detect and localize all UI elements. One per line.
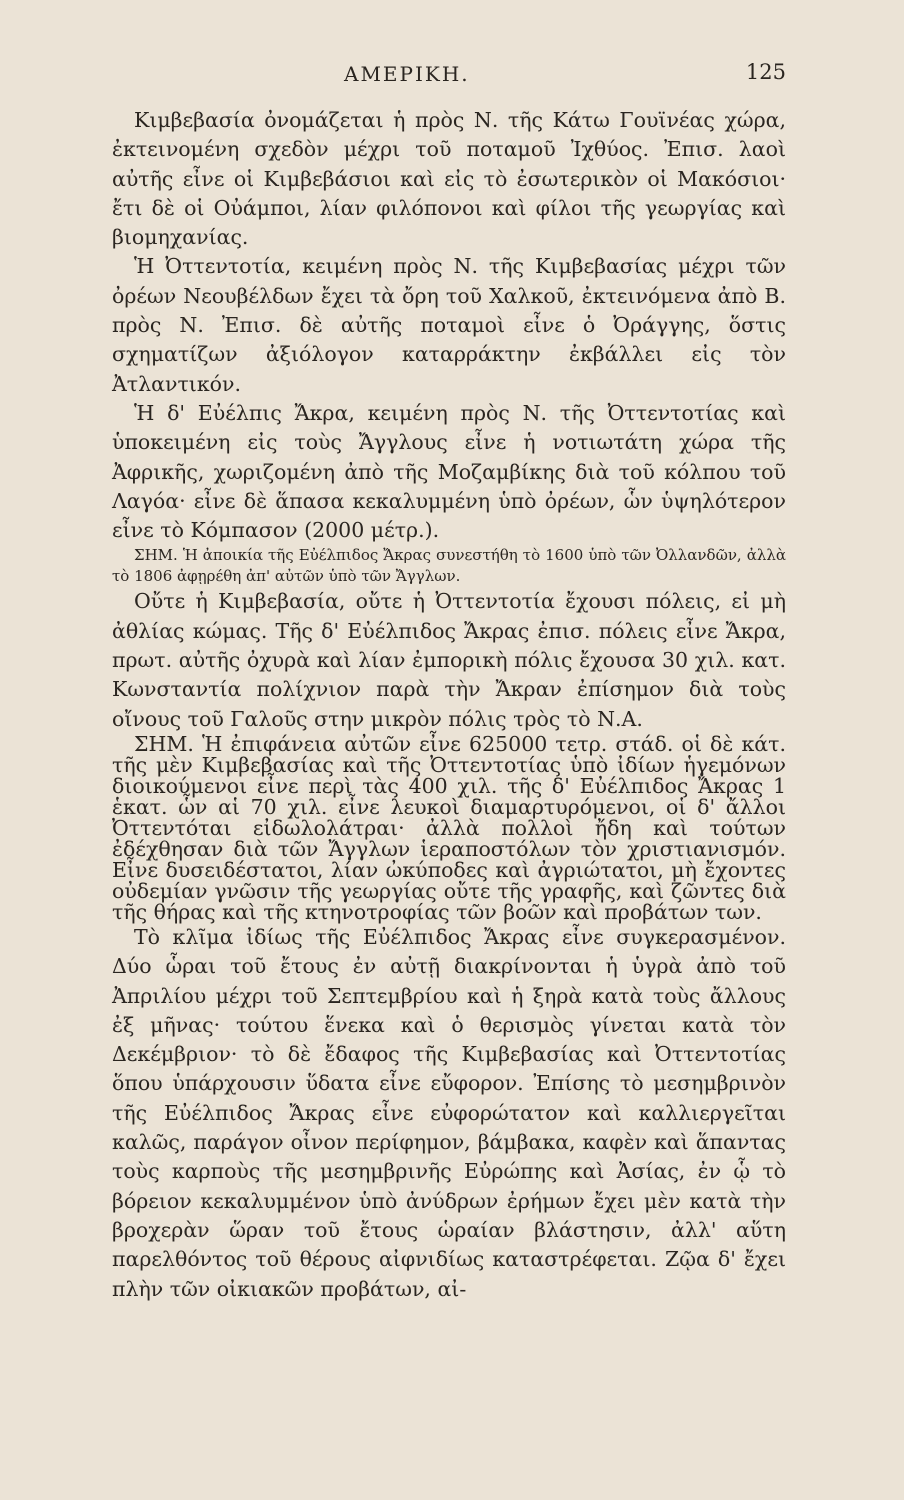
paragraph-climate: Τὸ κλῖμα ἰδίως τῆς Εὐέλπιδος Ἄκρας εἶνε συγκερασμένον. Δύο ὧραι τοῦ ἔτους ἐν αὐτῇ διακρίνονται ἡ ὑγρὰ ἀπὸ τοῦ Ἀπριλίου μέχρι τοῦ Σεπτεμβρίου καὶ ἡ ξηρὰ κατὰ τοὺς ἄλλους ἐξ μῆνας· τούτου ἕνεκα καὶ ὁ θερισμὸς γίνεται κατὰ τὸν Δεκέμβριον· τὸ δὲ ἔδαφος τῆς Κιμβεβασίας καὶ Ὀττεντοτίας ὅπου ὑπάρχουσιν ὕδατα εἶνε εὔφορον. Ἐπίσης τὸ μεσημβρινὸν τῆς Εὐέλπιδος Ἄκρας εἶνε εὐφορώτατον καὶ καλλιεργεῖται καλῶς, παράγον οἶνον περίφημον, βάμβακα, καφὲν καὶ ἅπαντας τοὺς καρποὺς τῆς μεσημβρινῆς Εὐρώπης καὶ Ἀσίας, ἐν ᾧ τὸ βόρειον κεκαλυμμένον ὑπὸ ἀνύδρων ἐρήμων ἔχει μὲν κατὰ τὴν βροχερὰν ὥραν τοῦ ἔτους ὡραίαν βλάστησιν, ἀλλ' αὕτη παρελθόντος τοῦ θέρους αἰφνιδίως καταστρέφεται. Ζῷα δ' ἔχει πλὴν τῶν οἰκιακῶν προβάτων, αἰ- [112, 924, 786, 1301]
note-colony-history: ΣΗΜ. Ἡ ἀποικία τῆς Εὐέλπιδος Ἄκρας συνεστήθη τὸ 1600 ὑπὸ τῶν Ὀλλανδῶν, ἀλλὰ τὸ 1806 ἀφῃρέθη ἀπ' αὐτῶν ὑπὸ τῶν Ἄγγλων. [112, 546, 786, 586]
page-header [112, 62, 786, 106]
page-number: 125 [745, 60, 786, 84]
paragraph-ottentotia: Ἡ Ὀττεντοτία, κειμένη πρὸς Ν. τῆς Κιμβεβασίας μέχρι τῶν ὀρέων Νεουβέλδων ἔχει τὰ ὄρη τοῦ Χαλκοῦ, ἐκτεινόμενα ἀπὸ Β. πρὸς Ν. Ἐπισ. δὲ αὐτῆς ποταμοὶ εἶνε ὁ Ὀράγγης, ὅστις σχηματίζων ἀξιόλογον καταρράκτην ἐκβάλλει εἰς τὸν Ἀτλαντικόν. [112, 254, 786, 396]
running-head: ΑΜΕΡΙΚΗ. [344, 62, 470, 86]
paragraph-cape-of-good-hope: Ἡ δ' Εὐέλπις Ἄκρα, κειμένη πρὸς Ν. τῆς Ὀττεντοτίας καὶ ὑποκειμένη εἰς τοὺς Ἄγγλους εἶνε ἡ νοτιωτάτη χώρα τῆς Ἀφρικῆς, χωριζομένη ἀπὸ τῆς Μοζαμβίκης διὰ τοῦ κόλπου τοῦ Λαγόα· εἶνε δὲ ἅπασα κεκαλυμμένη ὑπὸ ὀρέων, ὧν ὑψηλότερον εἶνε τὸ Κόμπασον (2000 μέτρ.). [112, 400, 786, 543]
body-text [112, 106, 786, 1304]
note-population: ΣΗΜ. Ἡ ἐπιφάνεια αὐτῶν εἶνε 625000 τετρ. στάδ. οἱ δὲ κάτ. τῆς μὲν Κιμβεβασίας καὶ τῆς Ὀττεντοτίας ὑπὸ ἰδίων ἡγεμόνων διοικούμενοι εἶνε περὶ τὰς 400 χιλ. τῆς δ' Εὐέλπιδος Ἄκρας 1 ἑκατ. ὧν αἱ 70 χιλ. εἶνε λευκοὶ διαμαρτυρόμενοι, οἱ δ' ἄλλοι Ὀττεντόται εἰδωλολάτραι· ἀλλὰ πολλοὶ ἤδη καὶ τούτων ἐδέχθησαν διὰ τῶν Ἄγγλων ἱεραποστόλων τὸν χριστιανισμόν. Εἶνε δυσειδέστατοι, λίαν ὠκύποδες καὶ ἀγριώτατοι, μὴ ἔχοντες οὐδεμίαν γνῶσιν τῆς γεωργίας οὔτε τῆς γραφῆς, καὶ ζῶντες διὰ τῆς θήρας καὶ τῆς κτηνοτροφίας τῶν βοῶν καὶ προβάτων των. [112, 731, 786, 924]
paragraph-cities: Οὔτε ἡ Κιμβεβασία, οὔτε ἡ Ὀττεντοτία ἔχουσι πόλεις, εἰ μὴ ἀθλίας κώμας. Τῆς δ' Εὐέλπιδος Ἄκρας ἐπισ. πόλεις εἶνε Ἄκρα, πρωτ. αὐτῆς ὀχυρὰ καὶ λίαν ἐμπορικὴ πόλις ἔχουσα 30 χιλ. κατ. Κωνσταντία πολίχνιον παρὰ τὴν Ἄκραν ἐπίσημον διὰ τοὺς οἴνους τοῦ Γαλοῦς στην μικρὸν πόλις τρὸς τὸ Ν.Α. [112, 589, 786, 731]
paragraph-kimbebasia: Κιμβεβασία ὀνομάζεται ἡ πρὸς Ν. τῆς Κάτω Γουϊνέας χώρα, ἐκτεινομένη σχεδὸν μέχρι τοῦ ποταμοῦ Ἰχθύος. Ἐπισ. λαοὶ αὐτῆς εἶνε οἱ Κιμβεβάσιοι καὶ εἰς τὸ ἐσωτερικὸν οἱ Μακόσιοι· ἔτι δὲ οἱ Οὐάμποι, λίαν φιλόπονοι καὶ φίλοι τῆς γεωργίας καὶ βιομηχανίας. [112, 108, 786, 250]
